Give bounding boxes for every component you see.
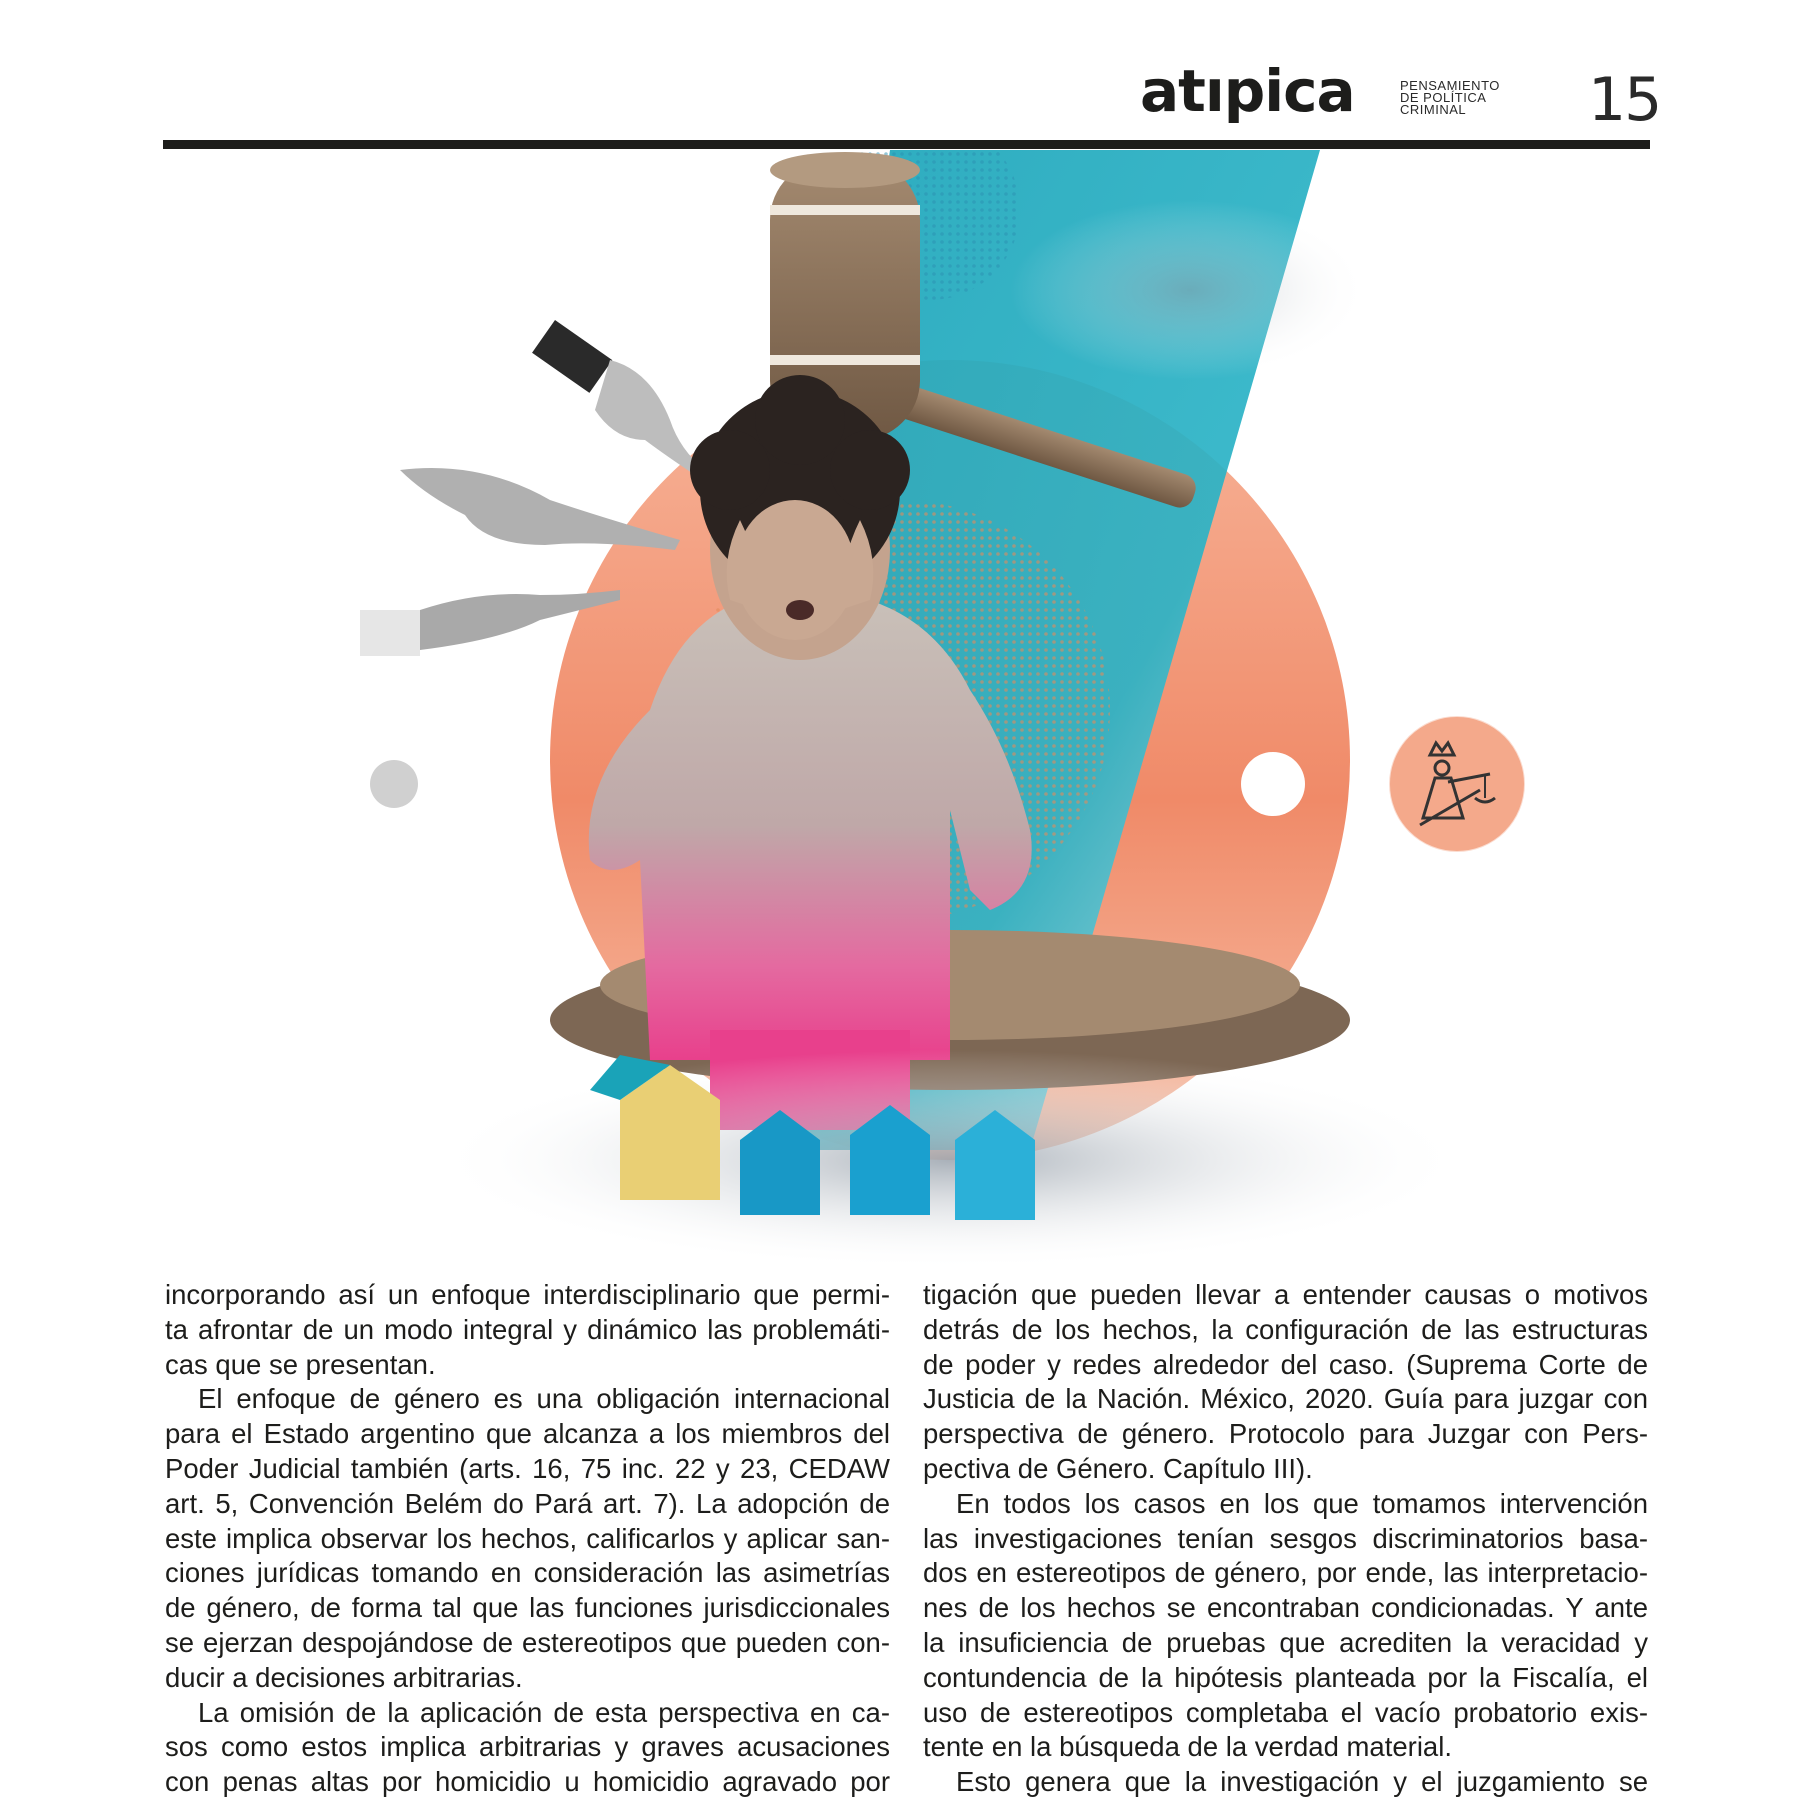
pointing-hand: [400, 468, 680, 550]
text-column-right: [923, 1278, 1648, 1800]
text-line: ta afrontar de un modo integral y dinámico las problemáti-: [165, 1313, 890, 1345]
text-line: art. 5, Convención Belém do Pará art. 7). La adopción de: [165, 1487, 890, 1519]
article-body: [0, 1278, 1800, 1800]
accent-dot-white: [1241, 752, 1305, 816]
tagline-line: CRIMINAL: [1400, 102, 1467, 117]
text-line: perspectiva de género. Protocolo para Juzgar con Pers-: [923, 1418, 1648, 1450]
text-line: pectiva de Género. Capítulo III).: [923, 1452, 1313, 1484]
text-line: las investigaciones tenían sesgos discriminatorios basa-: [923, 1522, 1648, 1554]
text-line: Justicia de la Nación. México, 2020. Guía para juzgar con: [923, 1383, 1648, 1415]
text-line: detrás de los hechos, la configuración de las estructuras: [923, 1313, 1648, 1345]
accent-dot-gray: [370, 760, 418, 808]
text-line: Esto genera que la investigación y el juzgamiento se: [956, 1766, 1648, 1798]
article-illustration: [330, 150, 1620, 1275]
text-line: de género, de forma tal que las funciones jurisdiccionales: [165, 1592, 890, 1624]
text-line: tente en la búsqueda de la verdad material.: [923, 1731, 1452, 1763]
header-rule: [163, 140, 1650, 149]
text-line: tigación que pueden llevar a entender causas o motivos: [923, 1279, 1648, 1310]
text-line: ducir a decisiones arbitrarias.: [165, 1661, 523, 1693]
text-line: de poder y redes alrededor del caso. (Suprema Corte de: [923, 1348, 1648, 1380]
text-line: El enfoque de género es una obligación internacional: [198, 1383, 890, 1415]
text-line: contundencia de la hipótesis planteada por la Fiscalía, el: [923, 1661, 1648, 1693]
publication-logo: atıpica: [1140, 57, 1355, 125]
collage-svg: [330, 150, 1620, 1275]
justice-scale-icon: [1389, 716, 1525, 852]
text-line: dos en estereotipos de género, por ende, las interpretacio-: [923, 1557, 1648, 1589]
masthead: [0, 0, 1800, 160]
publication-tagline: [1400, 80, 1500, 116]
text-line: incorporando así un enfoque interdisciplinario que permi-: [165, 1279, 890, 1310]
text-line: se ejerzan despojándose de estereotipos que pueden con-: [165, 1626, 890, 1658]
text-line: La omisión de la aplicación de esta perspectiva en ca-: [198, 1696, 890, 1728]
tagline-line: DE POLÍTICA: [1400, 90, 1487, 105]
text-line: cas que se presentan.: [165, 1348, 436, 1380]
tagline-line: PENSAMIENTO: [1400, 78, 1500, 93]
text-line: Poder Judicial también (arts. 16, 75 inc. 22 y 23, CEDAW: [165, 1452, 890, 1484]
cloud: [430, 1050, 1470, 1270]
text-line: ciones jurídicas tomando en consideración las asimetrías: [165, 1557, 890, 1589]
text-line: para el Estado argentino que alcanza a los miembros del: [165, 1418, 890, 1450]
text-line: con penas altas por homicidio u homicidio agravado por: [165, 1766, 890, 1798]
cloud: [1010, 200, 1370, 380]
text-line: nes de los hechos se encontraban condicionadas. Y ante: [923, 1592, 1648, 1624]
text-line: uso de estereotipos completaba el vacío probatorio exis-: [923, 1696, 1648, 1728]
pointing-hand: [532, 320, 705, 475]
page-number: 15: [1588, 65, 1661, 135]
text-line: sos como estos implica arbitrarias y graves acusaciones: [165, 1731, 890, 1763]
text-line: En todos los casos en los que tomamos intervención: [956, 1487, 1648, 1519]
text-line: este implica observar los hechos, calificarlos y aplicar san-: [165, 1522, 890, 1554]
text-column-left: [165, 1278, 890, 1800]
text-line: la insuficiencia de pruebas que acrediten la veracidad y: [923, 1626, 1648, 1658]
